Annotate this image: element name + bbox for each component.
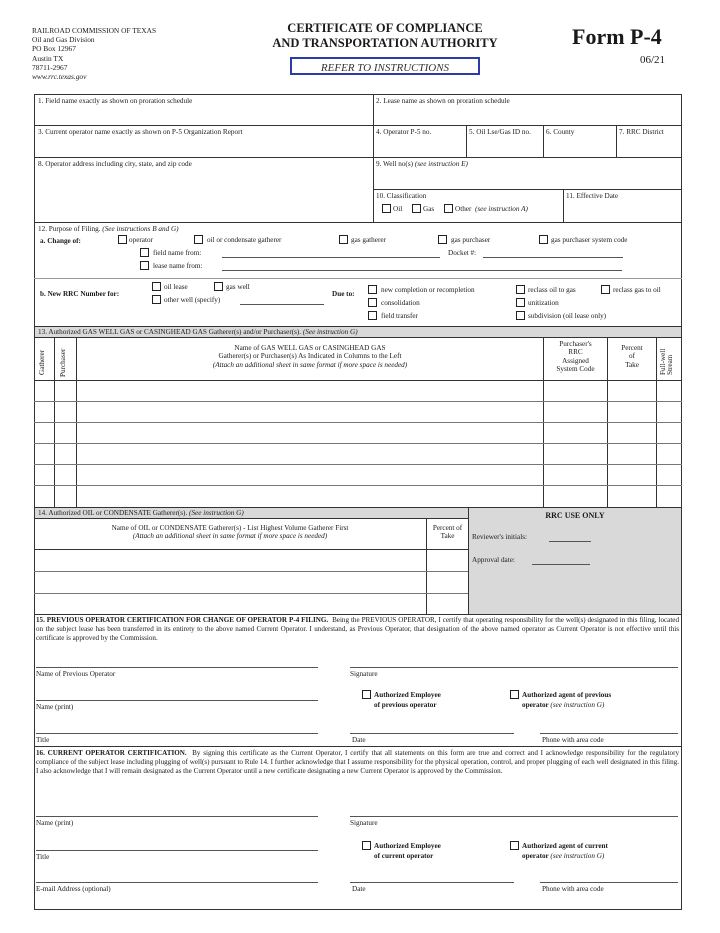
docket-label: Docket #:: [448, 249, 477, 257]
sec16-text: 16. CURRENT OPERATOR CERTIFICATION. By signing this certificate as the Current Operator, I certify that all statements on this form are true and correct and I acknowledge responsibility for the regulatory compliance of the subject lease including plugging of well(s) pursuant to Rule 14. I further acknowledge that I assume responsibility for the physical operation, control, and proper plugging of each well designated in this filing. I also acknowledge that I will remain designated as the Current Operator until a new certificate designating a new Current Operator is approved by the Commission.: [36, 749, 679, 775]
gas-section-title: 13. Authorized GAS WELL GAS or CASINGHEAD GAS Gatherer(s) and/or Purchaser(s). (See instruction G): [38, 328, 358, 336]
reviewer-initials-label: Reviewer's initials:: [472, 533, 527, 541]
sec15-text: 15. PREVIOUS OPERATOR CERTIFICATION FOR CHANGE OF OPERATOR P-4 FILING. Being the PREVIOUS OPERATOR, I certify that operating responsibility for the well(s) designated in this filing, located on the subject lease has been transferred in its entirety to the above named Current Operator. I understand, as Previous Operator, that designation of the above named operator as Current Operator is not effective until this certificate is approved by the Commission.: [36, 616, 679, 642]
curr-authorized-employee-label: Authorized Employee of current operator: [374, 842, 441, 860]
reclass-gas-to-oil-label: reclass gas to oil: [613, 286, 661, 294]
new-gas-well-checkbox[interactable]: [214, 282, 223, 291]
current-email-input[interactable]: [36, 882, 318, 883]
agency-name: RAILROAD COMMISSION OF TEXAS: [32, 26, 157, 35]
rrc-use-only-title: RRC USE ONLY: [545, 511, 605, 520]
operator-p5-label: 4. Operator P-5 no.: [376, 128, 432, 136]
previous-operator-name-input[interactable]: [36, 667, 318, 668]
gas-col-purchaser: Purchaser: [59, 348, 67, 377]
new-completion-checkbox[interactable]: [368, 285, 377, 294]
county-label: 6. County: [546, 128, 575, 136]
gas-gatherer-rows[interactable]: [78, 381, 542, 506]
classification-oil-label: Oil: [393, 205, 403, 213]
classification-label: 10. Classification: [376, 192, 427, 200]
form-revision-date: 06/21: [640, 54, 666, 66]
change-of-label: a. Change of:: [40, 237, 81, 245]
reclass-oil-to-gas-checkbox[interactable]: [516, 285, 525, 294]
subdivision-checkbox[interactable]: [516, 311, 525, 320]
agency-website: www.rrc.texas.gov: [32, 72, 87, 82]
reclass-gas-to-oil-checkbox[interactable]: [601, 285, 610, 294]
curr-authorized-employee-checkbox[interactable]: [362, 841, 371, 850]
rrc-district-input[interactable]: [618, 139, 680, 155]
curr-authorized-agent-checkbox[interactable]: [510, 841, 519, 850]
previous-title-input[interactable]: [36, 733, 318, 734]
previous-name-print-label: Name (print): [36, 703, 74, 711]
field-name-input[interactable]: [36, 108, 370, 124]
title-line-2: AND TRANSPORTATION AUTHORITY: [272, 36, 498, 50]
other-well-specify-input[interactable]: [240, 304, 324, 305]
classification-gas-checkbox[interactable]: [412, 204, 421, 213]
previous-date-label: Date: [352, 736, 366, 744]
operator-address-label: 8. Operator address including city, state, and zip code: [38, 160, 192, 168]
change-oil-gatherer-checkbox[interactable]: [194, 235, 203, 244]
classification-gas-label: Gas: [423, 205, 435, 213]
new-oil-lease-label: oil lease: [164, 283, 188, 291]
previous-title-label: Title: [36, 736, 50, 744]
subdivision-label: subdivision (oil lease only): [528, 312, 607, 320]
field-name-from-label: field name from:: [153, 249, 202, 257]
lease-id-input[interactable]: [468, 139, 541, 155]
frame-right: [681, 94, 682, 910]
change-operator-checkbox[interactable]: [118, 235, 127, 244]
previous-operator-signature-input[interactable]: [350, 667, 678, 668]
previous-phone-input[interactable]: [540, 733, 678, 734]
frame-left: [34, 94, 35, 910]
gas-col-percent: Percent of Take: [621, 344, 643, 369]
previous-date-input[interactable]: [350, 733, 514, 734]
field-name-label: 1. Field name exactly as shown on proration schedule: [38, 97, 193, 105]
operator-p5-input[interactable]: [375, 139, 464, 155]
current-name-print-input[interactable]: [36, 816, 318, 817]
docket-input[interactable]: [483, 257, 623, 258]
frame-bottom: [34, 909, 682, 910]
field-name-from-input[interactable]: [222, 257, 440, 258]
lease-id-label: 5. Oil Lse/Gas ID no.: [469, 128, 531, 136]
curr-authorized-agent-label: Authorized agent of current operator (see instruction G): [522, 842, 608, 860]
previous-name-print-input[interactable]: [36, 700, 318, 701]
previous-operator-name-label: Name of Previous Operator: [36, 670, 116, 678]
agency-pobox: PO Box 12967: [32, 44, 76, 54]
previous-phone-label: Phone with area code: [542, 736, 604, 744]
lease-name-from-input[interactable]: [222, 270, 622, 271]
change-oil-gatherer-label: oil or condensate gatherer: [207, 236, 282, 244]
gas-col-gatherer: Gatherer: [38, 349, 46, 375]
new-other-well-checkbox[interactable]: [152, 295, 161, 304]
new-gas-well-label: gas well: [226, 283, 250, 291]
current-email-label: E-mail Address (optional): [36, 885, 111, 893]
current-phone-label: Phone with area code: [542, 885, 604, 893]
classification-oil-checkbox[interactable]: [382, 204, 391, 213]
new-rrc-number-label: b. New RRC Number for:: [40, 290, 120, 298]
gas-col-system-code: Purchaser's RRC Assigned System Code: [556, 340, 595, 374]
unitization-label: unitization: [528, 299, 559, 307]
gas-col-full-well-stream: Full-well Stream: [659, 348, 674, 375]
lease-name-input[interactable]: [375, 108, 679, 124]
county-input[interactable]: [545, 139, 614, 155]
effective-date-input[interactable]: [565, 203, 679, 220]
lease-name-from-checkbox[interactable]: [140, 261, 149, 270]
consolidation-checkbox[interactable]: [368, 298, 377, 307]
effective-date-label: 11. Effective Date: [566, 192, 619, 200]
frame-top: [34, 94, 682, 95]
oil-col-name: Name of OIL or CONDENSATE Gatherer(s) - List Highest Volume Gatherer First (Attach an additional sheet in same format if more space is needed): [111, 524, 349, 541]
current-title-input[interactable]: [36, 850, 318, 851]
due-to-label: Due to:: [332, 290, 355, 298]
change-gas-purchaser-system-code-label: gas purchaser system code: [551, 236, 628, 244]
prev-authorized-agent-label: Authorized agent of previous operator (see instruction G): [522, 691, 612, 709]
current-signature-label: Signature: [350, 819, 378, 827]
title-line-1: CERTIFICATE OF COMPLIANCE: [287, 21, 483, 35]
change-gas-gatherer-checkbox[interactable]: [339, 235, 348, 244]
prev-authorized-employee-checkbox[interactable]: [362, 690, 371, 699]
field-transfer-checkbox[interactable]: [368, 311, 377, 320]
form-number: Form P-4: [572, 24, 662, 49]
field-name-from-checkbox[interactable]: [140, 248, 149, 257]
agency-city: Austin TX: [32, 53, 64, 63]
agency-block: [32, 26, 156, 81]
approval-date-label: Approval date:: [472, 556, 515, 564]
refer-to-instructions-link[interactable]: REFER TO INSTRUCTIONS: [290, 57, 480, 75]
change-gas-purchaser-checkbox[interactable]: [438, 235, 447, 244]
previous-signature-label: Signature: [350, 670, 378, 678]
current-date-label: Date: [352, 885, 366, 893]
gas-col-name: Name of GAS WELL GAS or CASINGHEAD GAS Gatherer(s) or Purchaser(s) As Indicated in Columns to the Left (Attach an additional sheet in same format if more space is needed): [212, 344, 408, 369]
change-gas-gatherer-label: gas gatherer: [351, 236, 386, 244]
purpose-title: 12. Purpose of Filing. (See instructions B and G): [38, 225, 179, 233]
page-title: [250, 21, 520, 51]
prev-authorized-agent-checkbox[interactable]: [510, 690, 519, 699]
current-name-print-label: Name (print): [36, 819, 74, 827]
lease-name-label: 2. Lease name as shown on proration schedule: [376, 97, 510, 105]
classification-other-label: Other (see instruction A): [455, 205, 528, 213]
unitization-checkbox[interactable]: [516, 298, 525, 307]
operator-name-input[interactable]: [36, 139, 370, 155]
current-phone-input[interactable]: [540, 882, 678, 883]
current-title-label: Title: [36, 853, 50, 861]
oil-col-percent: Percent of Take: [432, 524, 463, 541]
new-other-well-label: other well (specify): [164, 296, 221, 304]
operator-name-label: 3. Current operator name exactly as shown on P-5 Organization Report: [38, 128, 243, 136]
consolidation-label: consolidation: [381, 299, 420, 307]
field-transfer-label: field transfer: [381, 312, 418, 320]
well-numbers-label: 9. Well no(s) (see instruction E): [376, 160, 468, 168]
classification-other-checkbox[interactable]: [444, 204, 453, 213]
oil-gatherer-rows[interactable]: [36, 550, 424, 613]
current-signature-input[interactable]: [350, 816, 678, 817]
change-gas-purchaser-system-code-checkbox[interactable]: [539, 235, 548, 244]
oil-section-title: 14. Authorized OIL or CONDENSATE Gatherer(s). (See instruction G): [38, 509, 244, 517]
rrc-district-label: 7. RRC District: [619, 128, 664, 136]
prev-authorized-employee-label: Authorized Employee of previous operator: [374, 691, 441, 709]
well-numbers-input[interactable]: [375, 171, 679, 187]
lease-name-from-label: lease name from:: [153, 262, 203, 270]
agency-zip: 78711-2967: [32, 62, 68, 72]
change-gas-purchaser-label: gas purchaser: [451, 236, 491, 244]
new-oil-lease-checkbox[interactable]: [152, 282, 161, 291]
operator-address-input[interactable]: [36, 171, 370, 220]
new-completion-label: new completion or recompletion: [381, 286, 475, 294]
change-operator-label: operator: [129, 236, 153, 244]
reclass-oil-to-gas-label: reclass oil to gas: [528, 286, 576, 294]
current-date-input[interactable]: [350, 882, 514, 883]
agency-division: Oil and Gas Division: [32, 35, 95, 45]
